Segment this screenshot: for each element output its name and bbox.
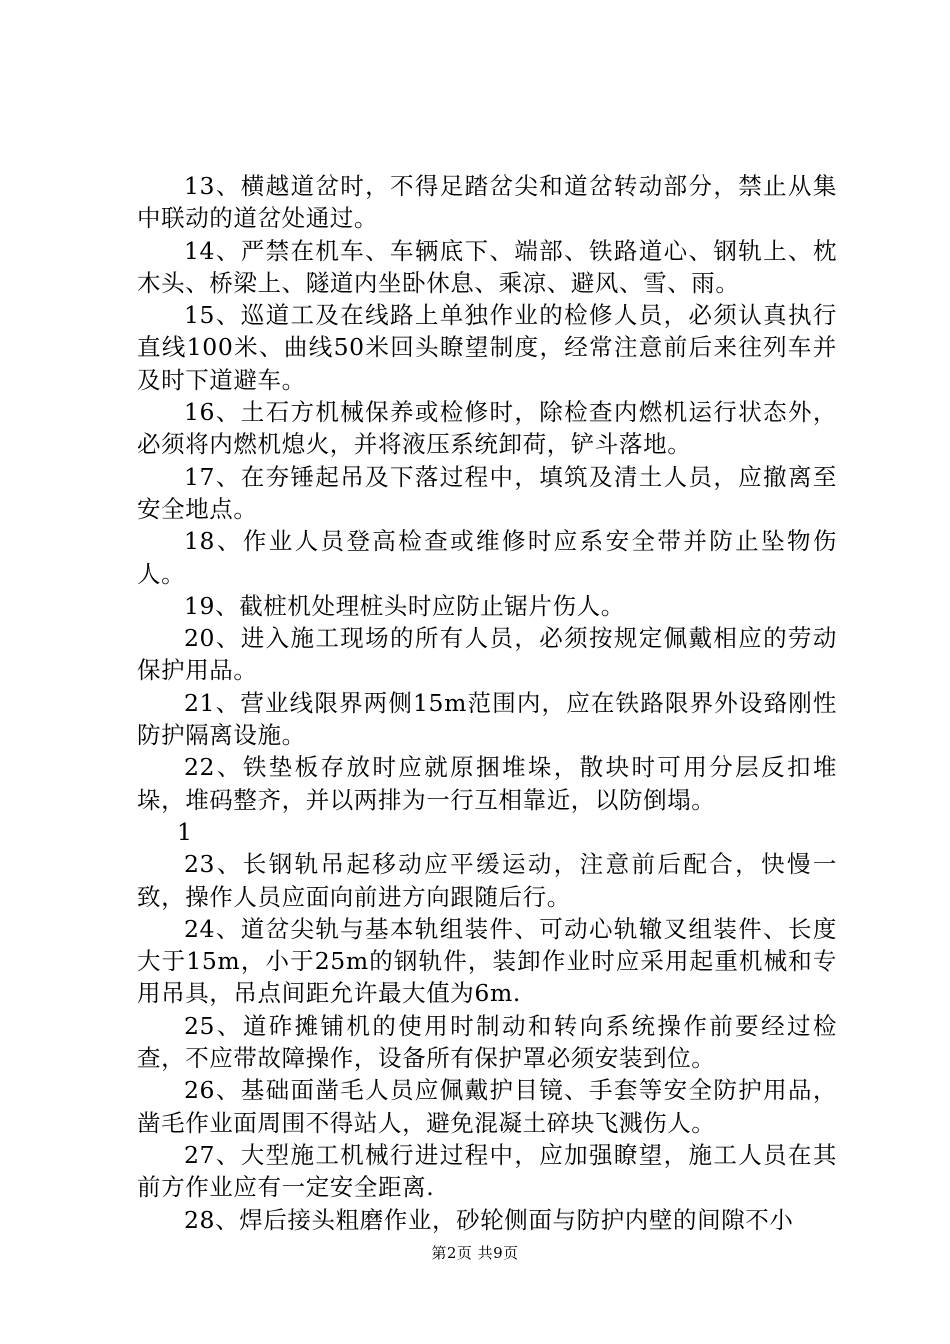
inline-page-marker: 1: [177, 817, 192, 846]
paragraph-28: 28、焊后接头粗磨作业，砂轮侧面与防护内壁的间隙不小: [184, 1205, 794, 1234]
paragraph-22: 22、铁垫板存放时应就原捆堆垛，散块时可用分层反扣堆垛，堆码整齐，并以两排为一行互相靠近，以防倒塌。: [137, 753, 837, 814]
paragraph-21: 21、营业线限界两侧15m范围内，应在铁路限界外设臵刚性防护隔离设施。: [137, 688, 837, 750]
paragraph-27: 27、大型施工机械行进过程中，应加强瞭望，施工人员在其前方作业应有一定安全距离.: [137, 1140, 837, 1202]
paragraph-25: 25、道砟摊铺机的使用时制动和转向系统操作前要经过检查，不应带故障操作，设备所有保护罩必须安装到位。: [137, 1011, 837, 1073]
paragraph-24: 24、道岔尖轨与基本轨组装件、可动心轨辙叉组装件、长度大于15m，小于25m的钢轨件，装卸作业时应采用起重机械和专用吊具，吊点间距允许最大值为6m.: [137, 914, 837, 1008]
paragraph-18: 18、作业人员登高检查或维修时应系安全带并防止坠物伤人。: [137, 527, 837, 588]
paragraph-23: 23、长钢轨吊起移动应平缓运动，注意前后配合，快慢一致，操作人员应面向前进方向跟随后行。: [137, 850, 837, 911]
paragraph-16: 16、土石方机械保养或检修时，除检查内燃机运行状态外，必须将内燃机熄火，并将液压系统卸荷，铲斗落地。: [137, 398, 837, 459]
paragraph-17: 17、在夯锤起吊及下落过程中，填筑及清土人员，应撤离至安全地点。: [137, 462, 837, 523]
paragraph-14: 14、严禁在机车、车辆底下、端部、铁路道心、钢轨上、枕木头、桥梁上、隧道内坐卧休息、乘凉、避风、雪、雨。: [137, 236, 837, 297]
paragraph-19: 19、截桩机处理桩头时应防止锯片伤人。: [184, 591, 625, 620]
paragraph-13: 13、横越道岔时，不得足踏岔尖和道岔转动部分，禁止从集中联动的道岔处通过。: [137, 172, 837, 233]
document-body: [137, 170, 837, 1236]
paragraph-26: 26、基础面凿毛人员应佩戴护目镜、手套等安全防护用品，凿毛作业面周围不得站人，避免混凝土碎块飞溅伤人。: [137, 1076, 837, 1137]
page-footer: 第2页 共9页: [431, 1244, 519, 1262]
paragraph-15: 15、巡道工及在线路上单独作业的检修人员，必须认真执行直线100米、曲线50米回头瞭望制度，经常注意前后来往列车并及时下道避车。: [137, 301, 837, 394]
paragraph-20: 20、进入施工现场的所有人员，必须按规定佩戴相应的劳动保护用品。: [137, 624, 837, 685]
